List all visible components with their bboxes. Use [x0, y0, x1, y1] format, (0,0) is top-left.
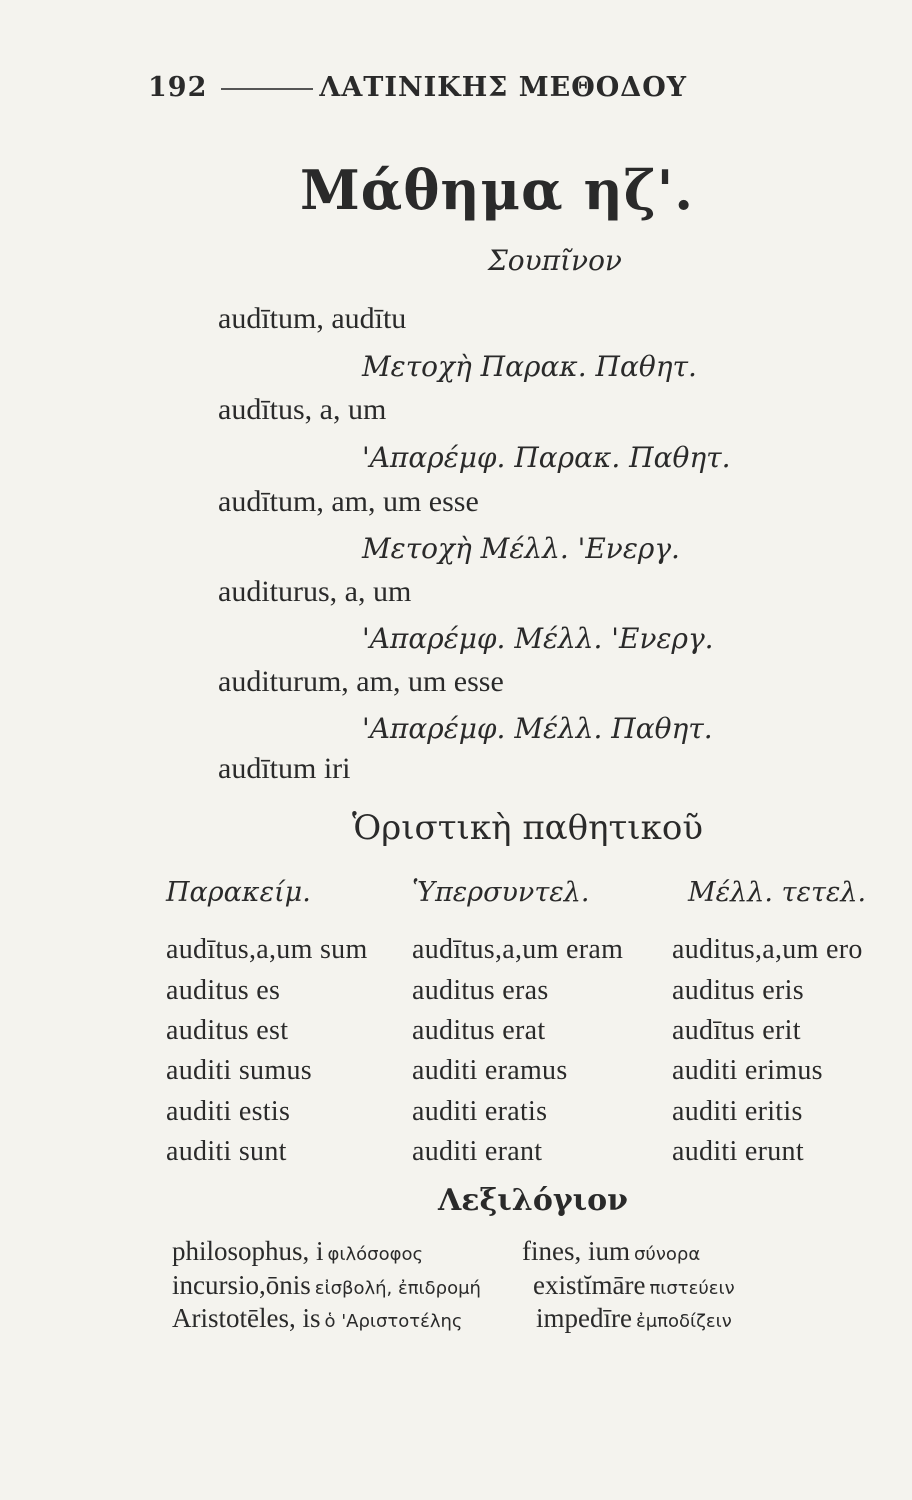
future-perfect-form-6: auditi erunt [672, 1136, 804, 1167]
pluperfect-form-2: auditus eras [412, 975, 549, 1006]
vocab-entry [536, 1303, 732, 1334]
vocab-greek: ἐμποδίζειν [635, 1311, 732, 1332]
supine-gloss-3: Μετοχὴ Μέλλ. 'Ενεργ. [362, 532, 680, 565]
future-perfect-form-4: auditi erimus [672, 1055, 823, 1086]
perfect-form-1: audītus,a,um sum [166, 934, 368, 965]
pluperfect-form-1: audītus,a,um eram [412, 934, 624, 965]
future-perfect-form-1: auditus,a,um ero [672, 934, 863, 965]
vocab-latin: incursio,ōnis [172, 1270, 311, 1300]
indicative-heading: Ὁριστικὴ παθητικοῦ [352, 808, 703, 848]
perfect-form-5: auditi estis [166, 1096, 291, 1127]
pluperfect-form-3: auditus erat [412, 1015, 546, 1046]
supine-latin-4: auditurus, a, um [218, 575, 412, 608]
column-title-pluperfect: Ὑπερσυντελ. [412, 877, 590, 908]
vocab-entry [172, 1270, 481, 1301]
supine-latin-3: audītum, am, um esse [218, 485, 479, 518]
vocab-greek: σύνορα [634, 1244, 701, 1265]
lesson-title: Μάθημα ηζ'. [300, 158, 695, 222]
supine-heading: Σουπῖνον [488, 244, 622, 277]
vocab-latin: Aristotēles, is [172, 1303, 321, 1333]
supine-latin-6: audītum iri [218, 752, 351, 785]
supine-latin-1: audītum, audītu [218, 302, 407, 335]
column-title-future-perfect: Μέλλ. τετελ. [688, 877, 867, 908]
supine-latin-2: audītus, a, um [218, 393, 387, 426]
header-rule [221, 88, 313, 90]
supine-gloss-1: Μετοχὴ Παρακ. Παθητ. [362, 350, 697, 383]
pluperfect-form-6: auditi erant [412, 1136, 543, 1167]
vocab-latin: existĭmāre [533, 1270, 646, 1300]
future-perfect-form-3: audītus erit [672, 1015, 801, 1046]
perfect-form-3: auditus est [166, 1015, 289, 1046]
supine-latin-5: auditurum, am, um esse [218, 665, 504, 698]
vocab-entry [172, 1303, 462, 1334]
vocab-entry [533, 1270, 735, 1301]
supine-gloss-4: 'Απαρέμφ. Μέλλ. 'Ενεργ. [362, 622, 714, 655]
vocabulary-heading: Λεξιλόγιον [438, 1183, 628, 1218]
vocab-latin: impedīre [536, 1303, 632, 1333]
vocab-latin: fines, ium [522, 1236, 630, 1266]
perfect-form-6: auditi sunt [166, 1136, 287, 1167]
pluperfect-form-4: auditi eramus [412, 1055, 568, 1086]
future-perfect-form-2: auditus eris [672, 975, 804, 1006]
pluperfect-form-5: auditi eratis [412, 1096, 548, 1127]
vocab-entry [172, 1236, 423, 1267]
vocab-entry [522, 1236, 700, 1267]
vocab-greek: πιστεύειν [649, 1278, 735, 1299]
supine-gloss-5: 'Απαρέμφ. Μέλλ. Παθητ. [362, 712, 713, 745]
perfect-form-4: auditi sumus [166, 1055, 312, 1086]
page-number: 192 [148, 72, 208, 103]
future-perfect-form-5: auditi eritis [672, 1096, 803, 1127]
perfect-form-2: auditus es [166, 975, 281, 1006]
vocab-greek: φιλόσοφος [327, 1244, 424, 1265]
column-title-perfect: Παρακείμ. [166, 877, 311, 908]
vocab-latin: philosophus, i [172, 1236, 324, 1266]
running-title: ΛΑΤΙΝΙΚΗΣ ΜΕΘΟΔΟΥ [319, 72, 688, 103]
page-header [148, 72, 687, 103]
vocab-greek: ὁ 'Αριστοτέλης [324, 1311, 463, 1332]
supine-gloss-2: 'Απαρέμφ. Παρακ. Παθητ. [362, 441, 731, 474]
vocab-greek: εἰσβολή, ἐπιδρομή [314, 1278, 481, 1299]
